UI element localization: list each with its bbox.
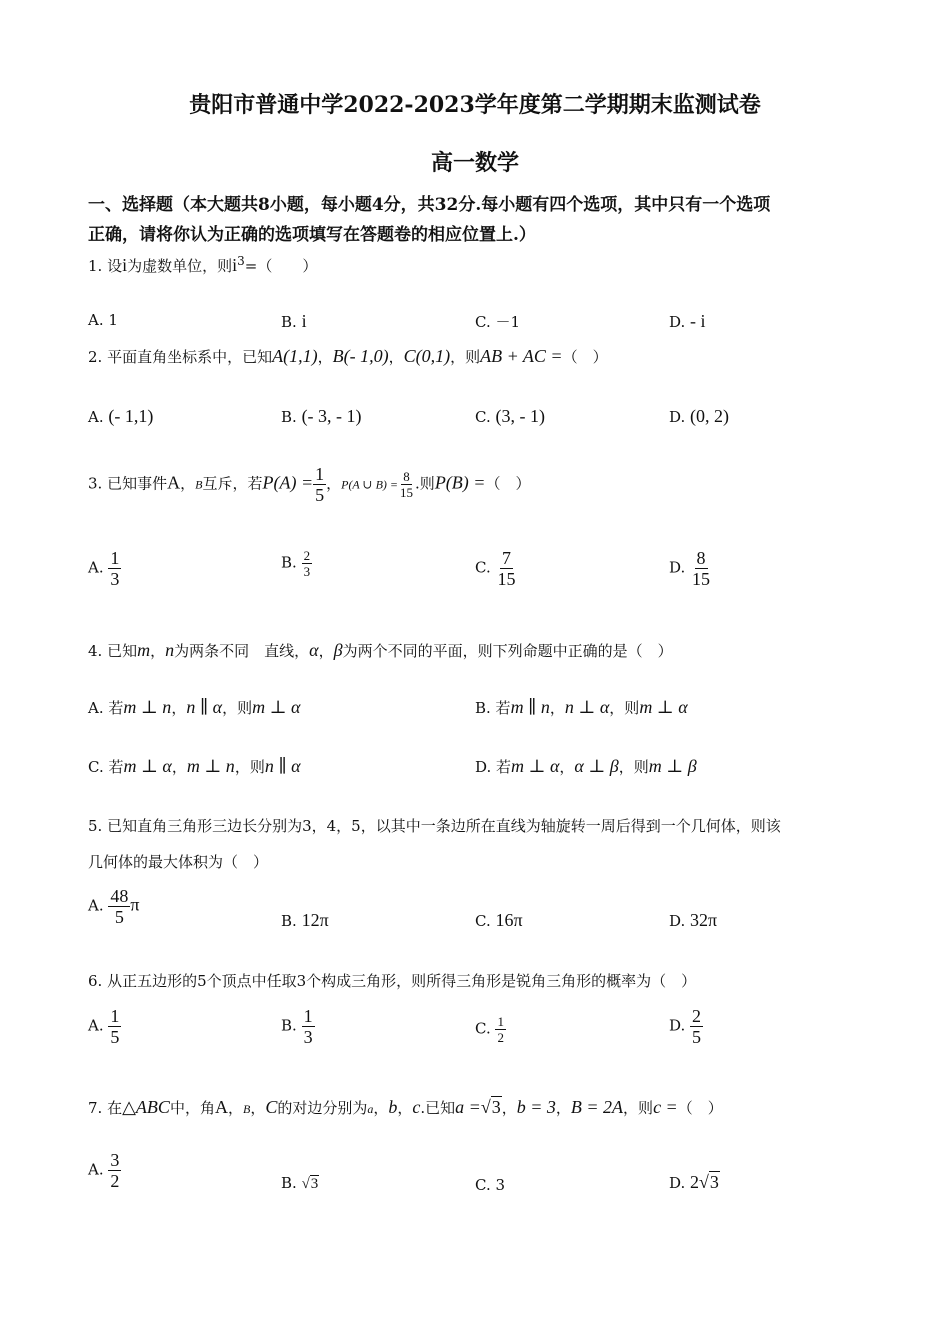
q1-option-a[interactable]: A. 1	[88, 311, 118, 329]
q1-prefix: 1. 设	[88, 257, 123, 275]
q3-option-a[interactable]: A. $\frac{1}{3}$	[88, 548, 120, 589]
q1-mid: 为虚数单位，则	[127, 257, 233, 275]
question-1	[88, 254, 317, 276]
q7-option-a[interactable]: A. $\frac{3}{2}$	[88, 1150, 120, 1191]
q3-option-c[interactable]: C. $\frac{7}{15}$	[475, 548, 516, 589]
q7-option-d[interactable]: D. 2√3	[669, 1172, 719, 1192]
section-heading-line1: 一、选择题（本大题共8小题，每小题4分，共32分.每小题有四个选项，其中只有一个选项	[88, 195, 771, 215]
q5-option-d[interactable]: D. 32π	[669, 910, 718, 930]
q7-option-c[interactable]: C. 3	[475, 1176, 506, 1194]
question-4: 4. 已知m，n为两条不同 直线，α，β为两个不同的平面，则下列命题中正确的是（ ）	[88, 640, 673, 660]
exam-subtitle: 高一数学	[430, 150, 519, 176]
q2-option-c[interactable]: C. (3, - 1)	[475, 406, 545, 426]
question-3: 3. 已知事件A，B互斥，若P(A) = $\frac{1}{5}$ ，P(A ∪ B) = $\frac{8}{15}$ .则P(B) =（ ）	[88, 464, 531, 505]
q3-prob-union: P(A ∪ B) =	[341, 477, 399, 492]
q2-point-c: C(0,1)	[403, 346, 451, 366]
q7-triangle: △ABC	[122, 1097, 170, 1117]
q5-option-c[interactable]: C. 16π	[475, 910, 523, 930]
q1-option-b[interactable]: B. i	[281, 311, 307, 331]
q3-option-b[interactable]: B. $\frac{2}{3}$	[281, 548, 311, 579]
q1-base: i	[232, 255, 238, 275]
q4-option-a[interactable]: A. 若m ⊥ n，n ∥ α，则m ⊥ α	[88, 697, 301, 717]
question-7: 7. 在△ABC中，角A，B，C的对边分别为a，b，c.已知a =√3，b = 3，B = 2A，则c =（ ）	[88, 1097, 723, 1117]
q7-option-b[interactable]: B. √3	[281, 1174, 319, 1192]
q1-suffix: =（ ）	[244, 257, 318, 275]
question-2: 2. 平面直角坐标系中，已知A(1,1)，B(- 1,0)，C(0,1)，则AB + AC =（ ）	[88, 346, 608, 366]
q5-option-b[interactable]: B. 12π	[281, 910, 329, 930]
q1-i: i	[122, 255, 128, 275]
q4-option-c[interactable]: C. 若m ⊥ α，m ⊥ n，则n ∥ α	[88, 756, 301, 776]
q2-option-d[interactable]: D. (0, 2)	[669, 406, 730, 426]
question-5-line1: 5. 已知直角三角形三边长分别为3，4，5，以其中一条边所在直线为轴旋转一周后得到一个几何体，则该	[88, 817, 781, 835]
q5-option-a[interactable]: A. $\frac{48}{5}$ π	[88, 886, 140, 927]
q6-option-c[interactable]: C. $\frac{1}{2}$	[475, 1014, 504, 1045]
q6-option-a[interactable]: A. $\frac{1}{5}$	[88, 1006, 120, 1047]
q3-frac-pu: $\frac{8}{15}$	[400, 469, 414, 500]
q3-option-d[interactable]: D. $\frac{8}{15}$	[669, 548, 711, 589]
question-6: 6. 从正五边形的5个顶点中任取3个构成三角形，则所得三角形是锐角三角形的概率为（ ）	[88, 972, 697, 990]
q2-option-b[interactable]: B. (- 3, - 1)	[281, 406, 362, 426]
q1-option-c[interactable]: C. －1	[475, 313, 521, 331]
q3-prob-a: P(A) =	[262, 472, 314, 493]
section-heading-line2: 正确，请将你认为正确的选项填写在答题卷的相应位置上.）	[88, 225, 536, 245]
q6-option-d[interactable]: D. $\frac{2}{5}$	[669, 1006, 702, 1047]
q1-exponent: 3	[237, 254, 245, 268]
q4-option-b[interactable]: B. 若m ∥ n，n ⊥ α，则m ⊥ α	[475, 697, 688, 717]
q6-option-b[interactable]: B. $\frac{1}{3}$	[281, 1006, 313, 1047]
q2-point-b: B(- 1,0)	[332, 346, 389, 366]
q2-expression: AB + AC =	[480, 346, 563, 366]
question-5-line2: 几何体的最大体积为（ ）	[88, 853, 269, 871]
q3-prob-b: P(B) =	[434, 472, 486, 493]
q4-option-d[interactable]: D. 若m ⊥ α，α ⊥ β，则m ⊥ β	[475, 756, 697, 776]
q3-frac-pa: $\frac{1}{5}$	[315, 464, 325, 505]
exam-title: 贵阳市普通中学2022-2023学年度第二学期期末监测试卷	[189, 92, 761, 118]
q2-point-a: A(1,1)	[272, 346, 318, 366]
q2-option-a[interactable]: A. (- 1,1)	[88, 406, 154, 426]
q1-option-d[interactable]: D. - i	[669, 311, 706, 331]
